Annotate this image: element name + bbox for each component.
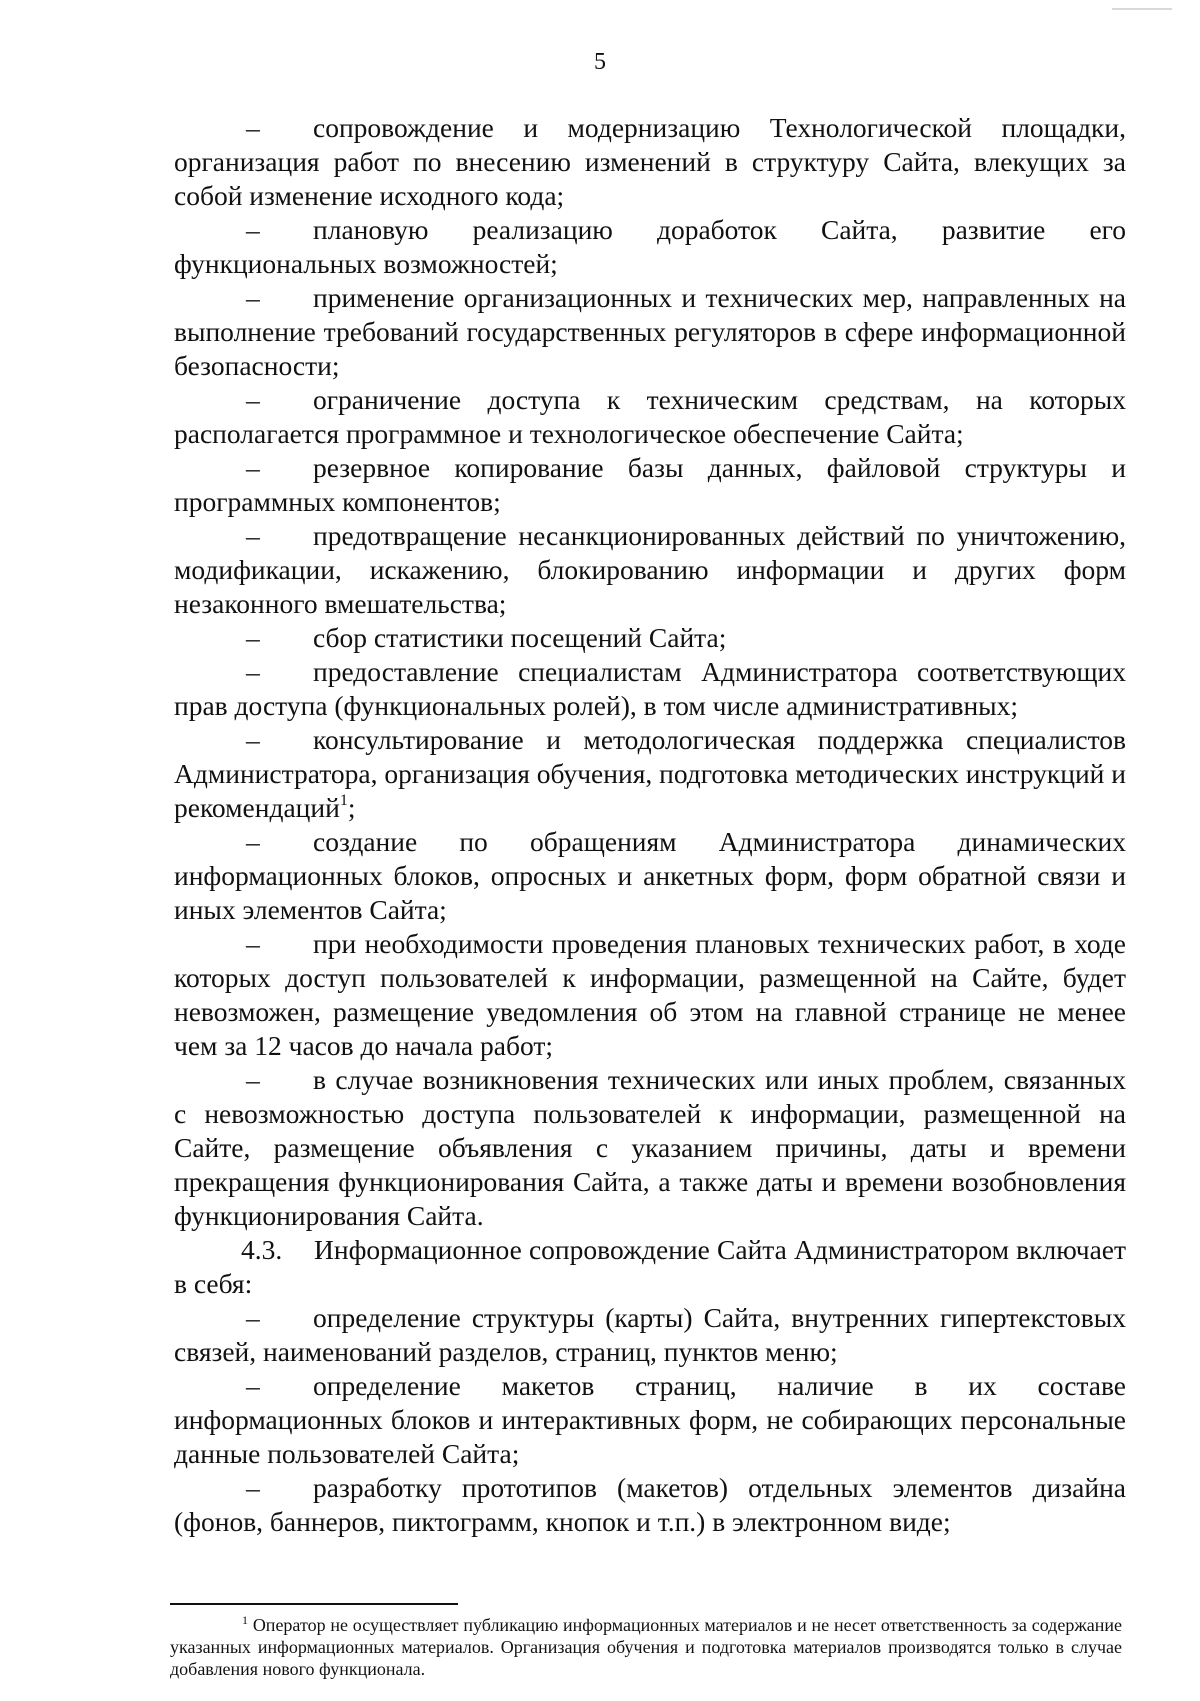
list-item-text: определение структуры (карты) Сайта, внутренних гипертекстовых связей, наименований разделов, страниц, пунктов меню;: [174, 1302, 1126, 1367]
list-item: [174, 621, 1126, 655]
list-item-text: разработку прототипов (макетов) отдельных элементов дизайна (фонов, баннеров, пиктограмм, кнопок и т.п.) в электронном виде;: [174, 1472, 1126, 1537]
footnote: [170, 1614, 1122, 1680]
bullet-dash: –: [246, 928, 260, 959]
list-item: [174, 1471, 1126, 1539]
bullet-dash: –: [246, 112, 260, 143]
list-item: [174, 519, 1126, 621]
footnote-text: Оператор не осуществляет публикацию информационных материалов и не несет ответственность за содержание указанных информационных материалов. Организация обучения и подготовка материалов производятся только в случае добавления нового функционала.: [170, 1615, 1123, 1679]
bullet-dash: –: [246, 1370, 260, 1401]
bullet-dash: –: [246, 622, 260, 653]
list-item-text: в случае возникновения технических или иных проблем, связанных с невозможностью доступа пользователей к информации, размещенной на Сайте, размещение объявления с указанием причины, даты и времени прекращения функционирования Сайта, а также даты и времени возобновления функционирования Сайта.: [174, 1064, 1126, 1231]
page-number: 5: [594, 49, 606, 75]
list-item-text: резервное копирование базы данных, файловой структуры и программных компонентов;: [174, 452, 1126, 517]
list-item-with-footnote: [174, 723, 1126, 825]
list-item-text: определение макетов страниц, наличие в их составе информационных блоков и интерактивных форм, не собирающих персональные данные пользователей Сайта;: [174, 1370, 1126, 1469]
scan-corner-mark: [1112, 8, 1172, 10]
list-item-text: плановую реализацию доработок Сайта, развитие его функциональных возможностей;: [174, 214, 1126, 279]
list-item: [174, 213, 1126, 281]
bullet-dash: –: [246, 1472, 260, 1503]
list-item-text: консультирование и методологическая поддержка специалистов Администратора, организация обучения, подготовка методических инструкций и рекомендаций: [174, 724, 1126, 823]
list-item-text: сопровождение и модернизацию Технологической площадки, организация работ по внесению изменений в структуру Сайта, влекущих за собой изменение исходного кода;: [174, 112, 1126, 211]
list-item: [174, 825, 1126, 927]
list-item-text: предотвращение несанкционированных действий по уничтожению, модификации, искажению, блокированию информации и других форм незаконного вмешательства;: [174, 520, 1126, 619]
list-item: [174, 1063, 1126, 1233]
list-item-text: предоставление специалистам Администратора соответствующих прав доступа (функциональных ролей), в том числе административных;: [174, 656, 1126, 721]
bullet-dash: –: [246, 282, 260, 313]
bullet-dash: –: [246, 826, 260, 857]
list-item: [174, 1301, 1126, 1369]
list-item: [174, 451, 1126, 519]
list-item: [174, 927, 1126, 1063]
list-item-text: при необходимости проведения плановых технических работ, в ходе которых доступ пользователей к информации, размещенной на Сайте, будет невозможен, размещение уведомления об этом на главной странице не менее чем за 12 часов до начала работ;: [174, 928, 1126, 1061]
list-item: [174, 281, 1126, 383]
section-number: 4.3.: [241, 1234, 283, 1265]
bullet-dash: –: [246, 452, 260, 483]
bullet-dash: –: [246, 214, 260, 245]
list-item: [174, 1369, 1126, 1471]
bullet-dash: –: [246, 1302, 260, 1333]
list-item: [174, 383, 1126, 451]
bullet-dash: –: [246, 724, 260, 755]
footnote-separator: [170, 1603, 458, 1605]
section-text: Информационное сопровождение Сайта Администратором включает в себя:: [174, 1234, 1126, 1299]
list-item-text: сбор статистики посещений Сайта;: [313, 622, 727, 653]
list-item-text: применение организационных и технических мер, направленных на выполнение требований государственных регуляторов в сфере информационной безопасности;: [174, 282, 1126, 381]
bullet-dash: –: [246, 384, 260, 415]
bullet-dash: –: [246, 656, 260, 687]
list-item-text: создание по обращениям Администратора динамических информационных блоков, опросных и анкетных форм, форм обратной связи и иных элементов Сайта;: [174, 826, 1126, 925]
list-item: [174, 111, 1126, 213]
bullet-dash: –: [246, 1064, 260, 1095]
footnote-reference: 1: [339, 792, 348, 809]
list-item: [174, 655, 1126, 723]
bullet-dash: –: [246, 520, 260, 551]
list-item-suffix: ;: [347, 792, 356, 823]
footnote-number: 1: [242, 1613, 248, 1627]
section-paragraph: [174, 1233, 1126, 1301]
list-item-text: ограничение доступа к техническим средствам, на которых располагается программное и технологическое обеспечение Сайта;: [174, 384, 1126, 449]
body-text: [174, 111, 1126, 1539]
